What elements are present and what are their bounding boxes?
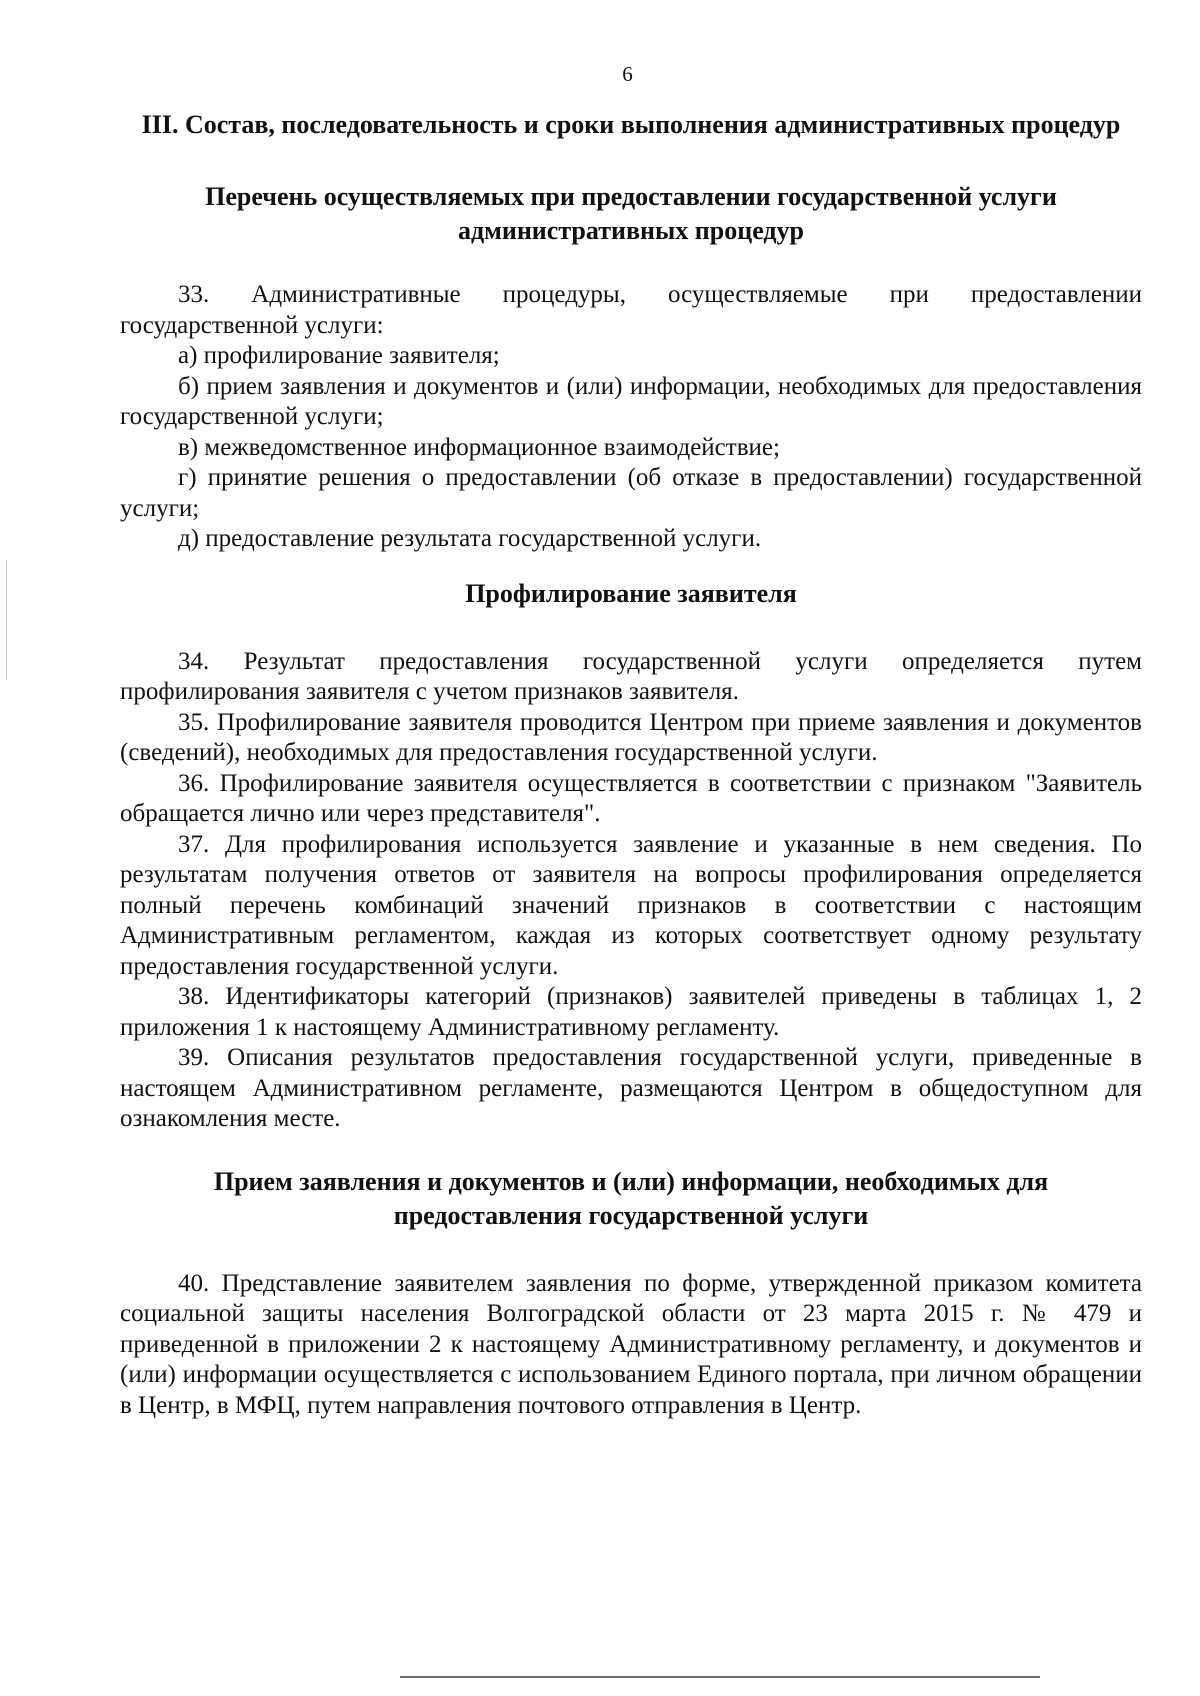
subsection-heading-profiling: Профилирование заявителя [465,578,797,608]
section-heading-main: III. Состав, последовательность и сроки выполнения административных процедур [141,110,1121,139]
paragraph-35: 35. Профилирование заявителя проводится Центром при приеме заявления и документов (сведений), необходимых для предоставления государственной услуги. [120,708,1142,766]
reception-section [120,1269,1142,1422]
list-item-b: б) прием заявления и документов и (или) информации, необходимых для предоставления государственной услуги; [120,372,1142,430]
paragraph-34: 34. Результат предоставления государственной услуги определяется путем профилирования заявителя с учетом признаков заявителя. [120,647,1142,705]
footer-scan-line [400,1676,1040,1678]
scan-edge-mark [6,560,7,680]
paragraph-36: 36. Профилирование заявителя осуществляется в соответствии с признаком "Заявитель обращается лично или через представителя". [120,769,1142,827]
procedures-list [120,280,1142,555]
subsection-heading-reception: Прием заявления и документов и (или) информации, необходимых для предоставления государственной услуги [213,1166,1049,1230]
paragraph-37: 37. Для профилирования используется заявление и указанные в нем сведения. По результатам получения ответов от заявителя на вопросы профилирования определяется полный перечень комбинаций значений признаков в соответствии с настоящим Административным регламентом, каждая из которых соответствует одному результату предоставления государственной услуги. [120,830,1142,980]
list-item-v: в) межведомственное информационное взаимодействие; [178,433,780,461]
paragraph-40: 40. Представление заявителем заявления по форме, утвержденной приказом комитета социальной защиты населения Волгоградской области от 23 марта 2015 г. № 479 и приведенной в приложении 2 к настоящему Административному регламенту, и документов и (или) информации осуществляется с использованием Единого портала, при личном обращении в Центр, в МФЦ, путем направления почтового отправления в Центр. [120,1269,1142,1419]
list-item-a: а) профилирование заявителя; [178,342,500,369]
profiling-section [120,647,1142,1135]
paragraph-39: 39. Описания результатов предоставления государственной услуги, приведенные в настоящем Административном регламенте, размещаются Центром в общедоступном для ознакомления месте. [120,1044,1142,1132]
paragraph-38: 38. Идентификаторы категорий (признаков) заявителей приведены в таблицах 1, 2 приложения 1 к настоящему Административному регламенту. [120,983,1142,1041]
subsection-heading-procedures: Перечень осуществляемых при предоставлении государственной услуги административных процедур [205,182,1057,245]
list-item-g: г) принятие решения о предоставлении (об отказе в предоставлении) государственной услуги; [120,464,1142,522]
page-content [120,108,1142,1421]
list-item-d: д) предоставление результата государственной услуги. [178,525,762,552]
paragraph-33: 33. Административные процедуры, осуществляемые при предоставлении государственной услуги: [120,281,1142,339]
page-number: 6 [622,62,633,86]
